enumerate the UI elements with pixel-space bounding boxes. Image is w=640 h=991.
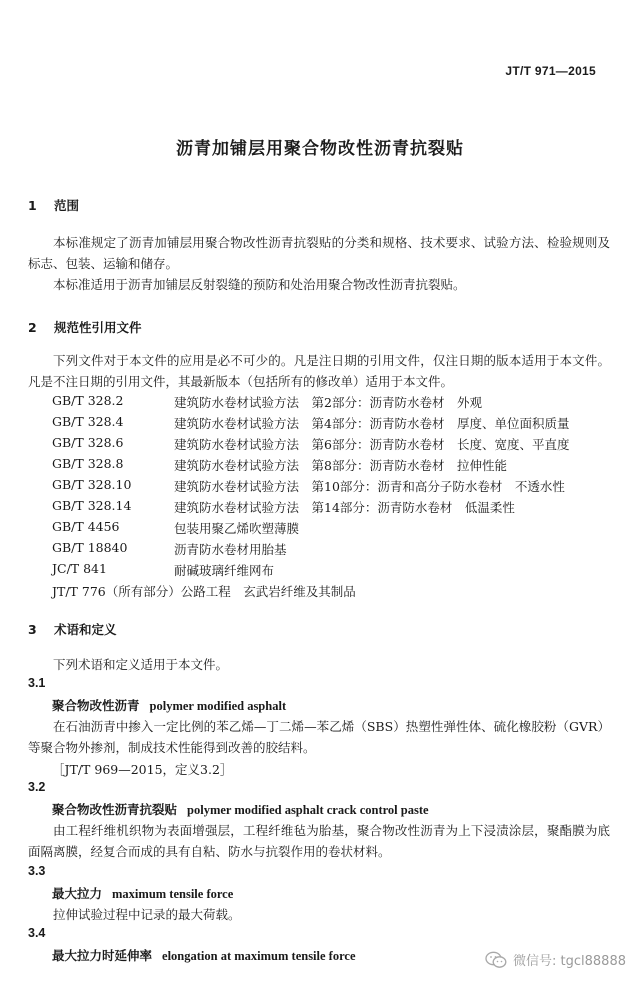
reference-title: 建筑防水卷材试验方法 第10部分：沥青和高分子防水卷材 不透水性 xyxy=(174,479,565,494)
section-title: 规范性引用文件 xyxy=(54,320,142,335)
term-zh: 聚合物改性沥青 xyxy=(52,698,140,713)
section-title: 范围 xyxy=(54,198,80,213)
term-definition: 拉伸试验过程中记录的最大荷载。 xyxy=(53,907,241,922)
terms-intro: 下列术语和定义适用于本文件。 xyxy=(53,657,229,672)
reference-code: GB/T 328.4 xyxy=(52,414,124,429)
section-number: 1 xyxy=(28,198,37,213)
document-title: 沥青加铺层用聚合物改性沥青抗裂贴 xyxy=(176,139,464,159)
scope-paragraph-2: 本标准适用于沥青加铺层反射裂缝的预防和处治用聚合物改性沥青抗裂贴。 xyxy=(53,277,466,292)
watermark-text: 微信号: tgcl88888 xyxy=(513,954,626,969)
term-zh: 最大拉力 xyxy=(52,886,103,901)
reference-title: 耐碱玻璃纤维网布 xyxy=(174,563,275,578)
references-intro: 下列文件对于本文件的应用是必不可少的。凡是注日期的引用文件，仅注日期的版本适用于本文件。凡是不注日期的引用文件，其最新版本（包括所有的修改单）适用于本文件。 xyxy=(28,353,610,389)
term-en: maximum tensile force xyxy=(112,887,234,901)
reference-code: GB/T 4456 xyxy=(52,519,120,534)
section-title: 术语和定义 xyxy=(54,622,117,637)
reference-title: 包装用聚乙烯吹塑薄膜 xyxy=(174,521,300,536)
reference-title: JT/T 776（所有部分）公路工程 玄武岩纤维及其制品 xyxy=(52,584,356,599)
term-heading xyxy=(52,946,356,964)
reference-title: 建筑防水卷材试验方法 第14部分：沥青防水卷材 低温柔性 xyxy=(174,500,515,515)
reference-code: GB/T 18840 xyxy=(52,540,128,555)
term-en: elongation at maximum tensile force xyxy=(162,949,356,963)
term-definition: 在石油沥青中掺入一定比例的苯乙烯—丁二烯—苯乙烯（SBS）热塑性弹性体、硫化橡胶粉（GVR）等聚合物外掺剂，制成技术性能得到改善的胶结料。 xyxy=(28,719,610,755)
term-en: polymer modified asphalt xyxy=(149,699,287,713)
term-heading xyxy=(52,884,233,902)
reference-code: GB/T 328.6 xyxy=(52,435,124,450)
reference-code: JC/T 841 xyxy=(52,561,107,576)
term-number: 3.1 xyxy=(28,676,46,690)
term-number: 3.4 xyxy=(28,926,46,940)
reference-title: 建筑防水卷材试验方法 第2部分：沥青防水卷材 外观 xyxy=(174,395,482,410)
reference-code: GB/T 328.8 xyxy=(52,456,124,471)
reference-code: GB/T 328.14 xyxy=(52,498,132,513)
section-1-heading xyxy=(28,196,79,214)
reference-title: 建筑防水卷材试验方法 第6部分：沥青防水卷材 长度、宽度、平直度 xyxy=(174,437,570,452)
term-zh: 聚合物改性沥青抗裂贴 xyxy=(52,802,178,817)
term-source: ［JT/T 969—2015，定义3.2］ xyxy=(52,762,233,777)
wechat-watermark xyxy=(485,950,626,969)
reference-code: GB/T 328.10 xyxy=(52,477,132,492)
scope-paragraph-1: 本标准规定了沥青加铺层用聚合物改性沥青抗裂贴的分类和规格、技术要求、试验方法、检验规则及标志、包装、运输和储存。 xyxy=(28,235,610,271)
reference-title: 沥青防水卷材用胎基 xyxy=(174,542,287,557)
term-number: 3.3 xyxy=(28,864,46,878)
standard-code: JT/T 971—2015 xyxy=(505,64,596,78)
term-en: polymer modified asphalt crack control paste xyxy=(187,803,429,817)
reference-title: 建筑防水卷材试验方法 第8部分：沥青防水卷材 拉伸性能 xyxy=(174,458,507,473)
section-2-heading xyxy=(28,318,142,336)
term-zh: 最大拉力时延伸率 xyxy=(52,948,153,963)
term-heading xyxy=(52,696,286,714)
term-definition: 由工程纤维机织物为表面增强层，工程纤维毡为胎基，聚合物改性沥青为上下浸渍涂层，聚酯膜为底面隔离膜，经复合而成的具有自粘、防水与抗裂作用的卷状材料。 xyxy=(28,823,610,859)
reference-code: GB/T 328.2 xyxy=(52,393,124,408)
wechat-icon xyxy=(485,951,507,969)
term-number: 3.2 xyxy=(28,780,46,794)
section-3-heading xyxy=(28,620,117,638)
reference-title: 建筑防水卷材试验方法 第4部分：沥青防水卷材 厚度、单位面积质量 xyxy=(174,416,570,431)
term-heading xyxy=(52,800,429,818)
section-number: 3 xyxy=(28,622,37,637)
section-number: 2 xyxy=(28,320,37,335)
